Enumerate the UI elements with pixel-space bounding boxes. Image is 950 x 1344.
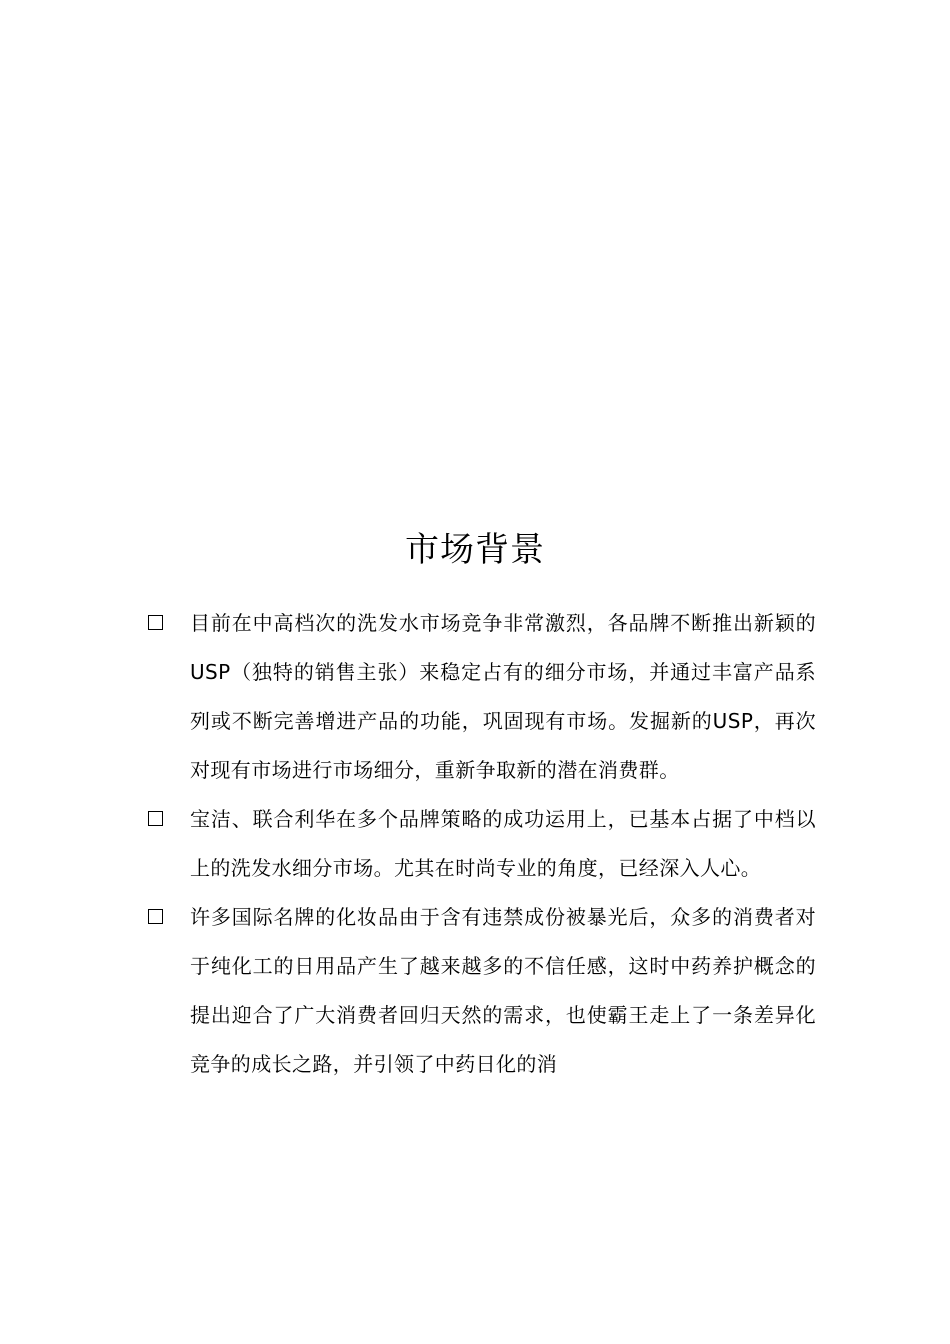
bullet-list [146,599,816,1089]
checkbox-bullet-icon [148,909,163,924]
list-item [146,893,816,1089]
bullet-text: 目前在中高档次的洗发水市场竞争非常激烈，各品牌不断推出新颖的USP（独特的销售主张）来稳定占有的细分市场，并通过丰富产品系列或不断完善增进产品的功能，巩固现有市场。发掘新的USP，再次对现有市场进行市场细分，重新争取新的潜在消费群。 [190,611,816,782]
checkbox-bullet-icon [148,811,163,826]
checkbox-bullet-icon [148,615,163,630]
bullet-text: 宝洁、联合利华在多个品牌策略的成功运用上，已基本占据了中档以上的洗发水细分市场。尤其在时尚专业的角度，已经深入人心。 [190,807,816,880]
page-title: 市场背景 [405,530,545,570]
list-item [146,795,816,893]
bullet-text: 许多国际名牌的化妆品由于含有违禁成份被暴光后，众多的消费者对于纯化工的日用品产生了越来越多的不信任感，这时中药养护概念的提出迎合了广大消费者回归天然的需求，也使霸王走上了一条差异化竞争的成长之路，并引领了中药日化的消 [190,905,816,1076]
list-item [146,599,816,795]
